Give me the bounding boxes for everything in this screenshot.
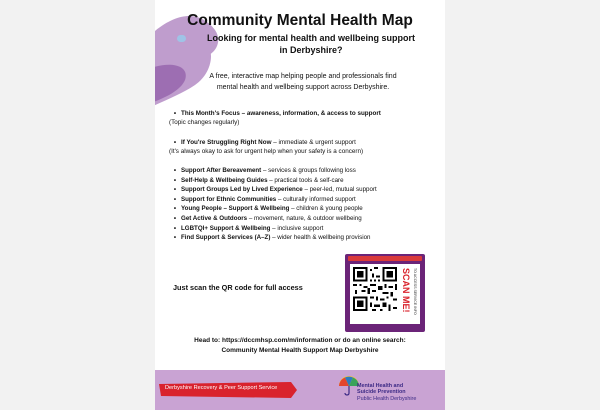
intro-line-1: A free, interactive map helping people and professionals find bbox=[209, 73, 397, 80]
website-instruction bbox=[155, 336, 445, 355]
list-item: • Support After Bereavement – services & groups following loss bbox=[173, 167, 356, 174]
logo-text bbox=[357, 383, 416, 402]
poster bbox=[155, 0, 445, 410]
scan-me-label: SCAN ME! bbox=[401, 268, 411, 313]
focus-section bbox=[169, 110, 439, 127]
subtitle bbox=[185, 33, 437, 56]
list-item: • Get Active & Outdoors – movement, nature, & outdoor wellbeing bbox=[173, 214, 362, 222]
website-line-1: Head to: https://dccmhsp.com/m/information or do an online search: bbox=[194, 337, 406, 344]
subtitle-line-1: Looking for mental health and wellbeing support bbox=[206, 33, 415, 43]
urgent-desc: – immediate & urgent support bbox=[271, 139, 356, 146]
list-item: • Support Groups Led by Lived Experience – peer-led, mutual support bbox=[173, 186, 377, 194]
urgent-label: If You're Struggling Right Now bbox=[181, 139, 272, 146]
footer-banner bbox=[155, 370, 445, 410]
logo-line-3: Public Health Derbyshire bbox=[357, 395, 417, 402]
qr-top-banner bbox=[348, 256, 422, 261]
qr-code-card[interactable] bbox=[345, 254, 425, 332]
list-item: • Self-Help & Wellbeing Guides – practical tools & self-care bbox=[173, 176, 344, 184]
bullet-icon: • bbox=[173, 139, 177, 146]
bullet-icon: • bbox=[173, 110, 177, 117]
list-item: • Find Support & Services (A–Z) – wider health & wellbeing provision bbox=[173, 234, 371, 242]
ribbon-label: Derbyshire Recovery & Peer Support Service bbox=[165, 385, 278, 391]
scan-me-sublabel: TO ACCESS SERVICE INFO bbox=[413, 268, 417, 315]
focus-note: (Topic changes regularly) bbox=[169, 118, 240, 126]
logo-line-1: Mental Health and bbox=[357, 383, 404, 389]
page-title: Community Mental Health Map bbox=[187, 12, 413, 29]
urgent-section bbox=[169, 139, 439, 156]
focus-label: This Month's Focus – awareness, information, & access to support bbox=[181, 110, 381, 117]
urgent-note: (It's always okay to ask for urgent help when your safety is a concern) bbox=[169, 147, 364, 155]
intro-text bbox=[173, 72, 433, 93]
qr-inner bbox=[350, 264, 420, 324]
intro-line-2: mental health and wellbeing support across Derbyshire. bbox=[216, 83, 390, 91]
subtitle-line-2: in Derbyshire? bbox=[279, 44, 343, 55]
qr-code-icon[interactable] bbox=[353, 267, 397, 311]
scan-instruction: Just scan the QR code for full access bbox=[173, 283, 303, 292]
list-item: • Support for Ethnic Communities – culturally informed support bbox=[173, 195, 356, 203]
list-item: • LGBTQI+ Support & Wellbeing – inclusive support bbox=[173, 224, 324, 232]
website-line-2: Community Mental Health Support Map Derbyshire bbox=[221, 346, 379, 354]
logo-line-2: Suicide Prevention bbox=[357, 389, 406, 396]
list-item: • Young People – Support & Wellbeing – children & young people bbox=[173, 205, 363, 213]
qr-side-label bbox=[399, 268, 418, 320]
category-list bbox=[169, 166, 441, 243]
